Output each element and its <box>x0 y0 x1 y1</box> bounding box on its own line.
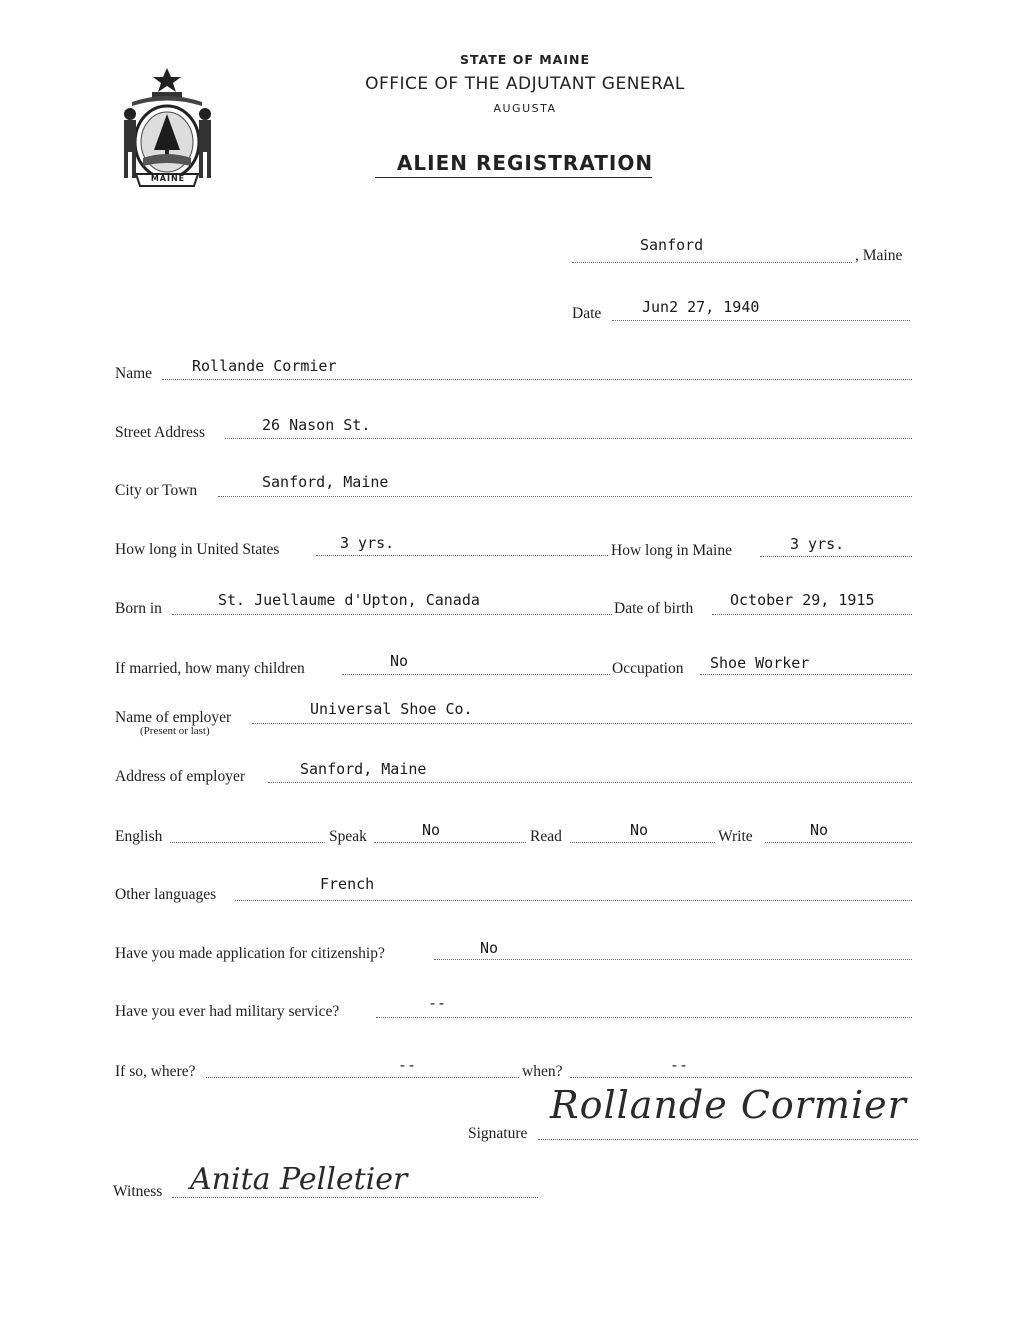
english-line <box>170 842 325 843</box>
maine-years-value: 3 yrs. <box>790 535 845 553</box>
military-line <box>376 1017 912 1018</box>
street-label: Street Address <box>115 424 205 441</box>
citizenship-label: Have you made application for citizenship? <box>115 945 385 962</box>
when-label: when? <box>522 1063 563 1080</box>
city-value: Sanford, Maine <box>262 473 389 491</box>
when-value: -- <box>670 1056 689 1074</box>
born-label: Born in <box>115 600 162 617</box>
maine-seal-icon <box>110 62 225 192</box>
where-value: -- <box>398 1056 417 1074</box>
employer-label: Name of employer <box>115 709 232 726</box>
read-line <box>570 842 715 843</box>
children-value: No <box>390 652 409 670</box>
where-label: If so, where? <box>115 1063 196 1080</box>
maine-years-line <box>760 556 912 557</box>
write-label: Write <box>718 828 753 845</box>
children-line <box>342 674 610 675</box>
form-title: ALIEN REGISTRATION <box>396 151 654 175</box>
other-languages-value: French <box>320 875 375 893</box>
write-line <box>765 842 912 843</box>
city-heading: AUGUSTA <box>493 102 557 115</box>
other-languages-line <box>235 900 912 901</box>
when-line <box>570 1077 912 1078</box>
speak-value: No <box>422 821 441 839</box>
employer-address-value: Sanford, Maine <box>300 760 427 778</box>
name-value: Rollande Cormier <box>192 357 337 375</box>
maine-years-label: How long in Maine <box>611 542 732 559</box>
us-years-label: How long in United States <box>115 541 280 558</box>
citizenship-value: No <box>480 939 499 957</box>
other-languages-label: Other languages <box>115 886 217 903</box>
location-value: Sanford <box>640 236 704 254</box>
employer-address-label: Address of employer <box>115 768 245 785</box>
state-seal <box>110 62 225 192</box>
children-label: If married, how many children <box>115 660 305 677</box>
witness-line <box>172 1197 538 1198</box>
location-line <box>572 262 852 263</box>
speak-line <box>374 842 526 843</box>
city-label: City or Town <box>115 482 198 499</box>
city-line <box>218 496 912 497</box>
occupation-value: Shoe Worker <box>710 654 810 672</box>
speak-label: Speak <box>329 828 367 845</box>
us-years-value: 3 yrs. <box>340 534 395 552</box>
born-value: St. Juellaume d'Upton, Canada <box>218 591 480 609</box>
employer-value: Universal Shoe Co. <box>310 700 473 718</box>
where-line <box>206 1077 519 1078</box>
military-value: -- <box>428 994 447 1012</box>
title-underline <box>375 177 652 178</box>
dob-line <box>712 614 912 615</box>
street-line <box>225 438 912 439</box>
employer-line <box>252 723 912 724</box>
us-years-line <box>316 555 608 556</box>
occupation-line <box>700 674 912 675</box>
state-heading: STATE OF MAINE <box>460 52 590 67</box>
signature-label: Signature <box>468 1125 528 1142</box>
seal-label: MAINE <box>150 174 186 183</box>
citizenship-line <box>434 959 912 960</box>
name-line <box>162 379 912 380</box>
date-line <box>612 320 910 321</box>
date-value: Jun2 27, 1940 <box>642 298 760 316</box>
employer-sublabel: (Present or last) <box>140 725 210 737</box>
born-line <box>172 614 612 615</box>
english-label: English <box>115 828 163 845</box>
dob-value: October 29, 1915 <box>730 591 875 609</box>
street-value: 26 Nason St. <box>262 416 371 434</box>
military-label: Have you ever had military service? <box>115 1003 340 1020</box>
read-label: Read <box>530 828 562 845</box>
witness-label: Witness <box>113 1183 163 1200</box>
write-value: No <box>810 821 829 839</box>
witness-value: Anita Pelletier <box>190 1162 408 1197</box>
date-label: Date <box>572 305 602 322</box>
location-suffix: , Maine <box>855 247 903 264</box>
name-label: Name <box>115 365 153 382</box>
signature-line <box>538 1139 918 1140</box>
read-value: No <box>630 821 649 839</box>
employer-address-line <box>268 782 912 783</box>
signature-value: Rollande Cormier <box>550 1083 907 1127</box>
occupation-label: Occupation <box>612 660 684 677</box>
dob-label: Date of birth <box>614 600 694 617</box>
office-heading: OFFICE OF THE ADJUTANT GENERAL <box>365 74 685 94</box>
